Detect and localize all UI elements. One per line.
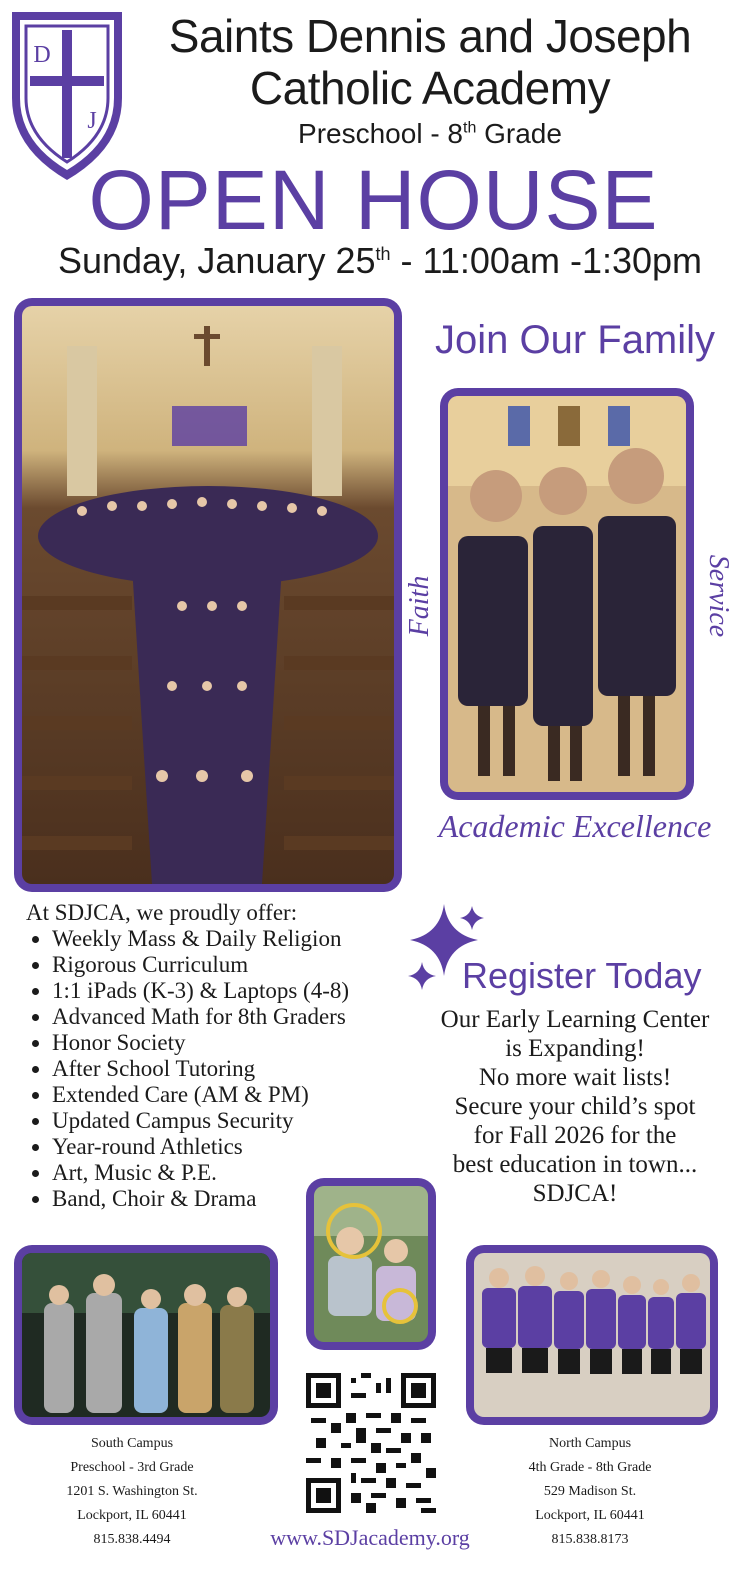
website-link[interactable]: www.SDJacademy.org <box>270 1525 470 1550</box>
offering-item: • Weekly Mass & Daily Religion <box>52 926 349 952</box>
academic-excellence-label: Academic Excellence <box>438 808 712 844</box>
south-campus-info <box>32 1432 232 1552</box>
south-campus-city: Lockport, IL 60441 <box>77 1508 187 1523</box>
service-label: Service <box>703 554 734 638</box>
event-date: Sunday, January 25th - 11:00am -1:30pm <box>57 240 703 281</box>
south-campus-street: 1201 S. Washington St. <box>66 1484 198 1499</box>
offering-item: • Rigorous Curriculum <box>52 952 349 978</box>
crest-letter-d: D <box>33 42 51 68</box>
early-learning-message: Our Early Learning Center is Expanding! No more wait lists! Secure your child’s spot for Fall 2026 for the best education in town... SDJCA! <box>440 1006 710 1207</box>
offering-item: • Year-round Athletics <box>52 1134 349 1160</box>
offering-item: • After School Tutoring <box>52 1056 349 1082</box>
offering-item: • Honor Society <box>52 1030 349 1056</box>
north-campus-phone[interactable]: 815.838.8173 <box>551 1532 629 1547</box>
south-campus-phone[interactable]: 815.838.4494 <box>93 1532 171 1547</box>
north-campus-info <box>490 1432 690 1552</box>
offering-item: • Updated Campus Security <box>52 1108 349 1134</box>
offering-item: • Extended Care (AM & PM) <box>52 1082 349 1108</box>
register-heading: Register Today <box>462 955 702 996</box>
offering-item: • Advanced Math for 8th Graders <box>52 1004 349 1030</box>
preschool-photo <box>306 1178 436 1350</box>
school-name-line2: Catholic Academy <box>249 62 611 114</box>
offering-item: • Art, Music & P.E. <box>52 1160 349 1186</box>
qr-code[interactable] <box>306 1372 436 1514</box>
north-campus-grades: 4th Grade - 8th Grade <box>528 1460 652 1475</box>
faith-label: Faith <box>404 575 435 637</box>
offerings-intro: At SDJCA, we proudly offer: <box>26 900 298 925</box>
students-church-photo <box>14 298 402 892</box>
event-title: OPEN HOUSE <box>88 153 659 247</box>
offering-item: • 1:1 iPads (K-3) & Laptops (4-8) <box>52 978 349 1004</box>
drama-photo <box>14 1245 278 1425</box>
crest-letter-j: J <box>87 108 97 134</box>
north-campus-name: North Campus <box>548 1436 632 1451</box>
north-campus-street: 529 Madison St. <box>543 1484 637 1499</box>
three-students-photo <box>440 388 694 800</box>
school-name-line1: Saints Dennis and Joseph <box>168 10 692 62</box>
north-campus-city: Lockport, IL 60441 <box>535 1508 645 1523</box>
join-heading: Join Our Family <box>434 318 716 362</box>
athletics-photo <box>466 1245 718 1425</box>
school-name <box>130 10 730 114</box>
south-campus-name: South Campus <box>90 1436 174 1451</box>
south-campus-grades: Preschool - 3rd Grade <box>70 1460 194 1475</box>
offering-item: • Band, Choir & Drama <box>52 1186 349 1212</box>
grade-range: Preschool - 8th Grade <box>298 118 562 149</box>
offerings-list <box>26 900 349 1212</box>
